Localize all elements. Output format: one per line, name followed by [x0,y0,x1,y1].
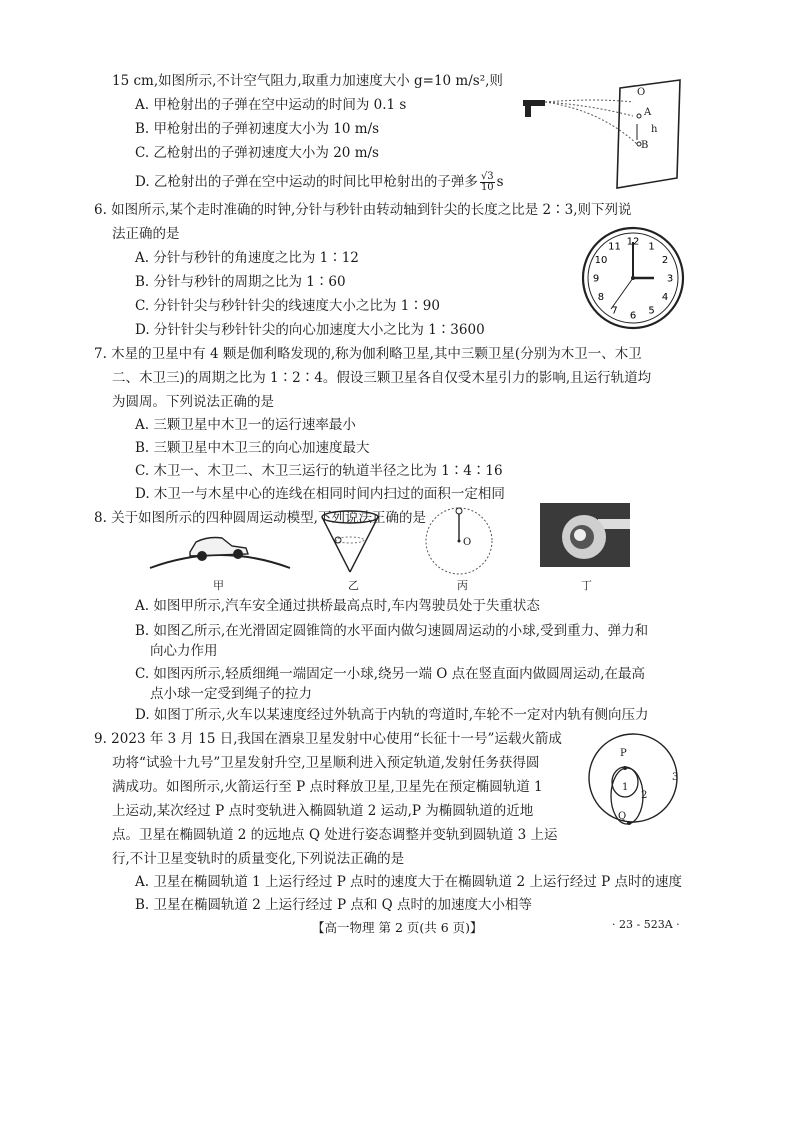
orbit-label-1: 1 [622,782,629,793]
q5-gun-figure [515,80,685,190]
q7-stem-line: 为圆周。下列说法正确的是 [112,394,274,410]
q9-stem-line: 行,不计卫星变轨时的质量变化,下列说法正确的是 [112,851,405,867]
q9-orbit-figure [585,722,681,832]
figure-label-o: O [637,87,646,98]
page-footer-code: · 23 - 523A · [612,918,680,931]
q7-stem-line: 二、木卫三)的周期之比为 1∶2∶4。假设三颗卫星各自仅受木星引力的影响,且运行轨道均 [112,370,652,386]
q5-option-a: A. 甲枪射出的子弹在空中运动的时间为 0.1 s [135,97,407,113]
clock-numeral: 1 [648,241,655,253]
q6-option-b: B. 分针与秒针的周期之比为 1∶60 [135,274,346,290]
q9-option-b: B. 卫星在椭圆轨道 2 上运行经过 P 点和 Q 点时的加速度大小相等 [135,897,532,913]
q8-option-b-cont: 向心力作用 [150,643,218,659]
clock-numeral: 7 [611,305,618,317]
q9-stem-line: 点。卫星在椭圆轨道 2 的远地点 Q 处进行姿态调整并变轨到圆轨道 3 上运 [112,827,558,843]
clock-numeral: 8 [597,292,605,303]
q6-option-a: A. 分针与秒针的角速度之比为 1∶12 [135,250,359,266]
q8-caption: 甲 [213,579,224,592]
q8-option-a: A. 如图甲所示,汽车安全通过拱桥最高点时,车内驾驶员处于失重状态 [135,598,540,614]
clock-numeral: 3 [666,273,674,285]
q9-stem-line: 满成功。如图所示,火箭运行至 P 点时释放卫星,卫星先在预定椭圆轨道 1 [112,779,543,795]
q8-stem-line: 8. 关于如图所示的四种圆周运动模型,下列说法正确的是 [94,510,426,526]
figure-label-o: O [463,537,472,548]
q7-stem-line: 7. 木星的卫星中有 4 颗是伽利略发现的,称为伽利略卫星,其中三颗卫星(分别为木卫一、木卫 [94,346,642,362]
q7-option-c: C. 木卫一、木卫二、木卫三运行的轨道半径之比为 1∶4∶16 [135,463,503,479]
clock-numeral: 9 [592,273,600,285]
q8-rope-circle-figure [424,506,494,576]
clock-numeral: 6 [629,310,637,322]
clock-numeral: 10 [594,255,608,266]
q6-stem-line: 6. 如图所示,某个走时准确的时钟,分针与秒针由转动轴到针尖的长度之比是 2∶3,则下列说 [94,202,632,218]
figure-label-p: P [620,748,627,759]
q5-option-c: C. 乙枪射出的子弹初速度大小为 20 m/s [135,145,379,161]
q8-option-b: B. 如图乙所示,在光滑固定圆锥筒的水平面内做匀速圆周运动的小球,受到重力、弹力和 [135,623,649,639]
q6-stem-line: 法正确的是 [112,226,180,242]
q8-option-c-cont: 点小球一定受到绳子的拉力 [150,686,312,702]
q6-option-d: D. 分针针尖与秒针针尖的向心加速度大小之比为 1∶3600 [135,322,485,338]
clock-numeral: 4 [661,292,669,303]
q8-train-photo-figure [540,503,630,567]
q5-option-b: B. 甲枪射出的子弹初速度大小为 10 m/s [135,121,380,137]
orbit-label-2: 2 [641,790,648,801]
figure-label-b: B [641,140,649,151]
q8-caption: 丙 [457,579,468,592]
orbit-label-3: 3 [672,772,679,783]
clock-numeral: 5 [648,305,655,317]
clock-numeral: 2 [661,255,669,266]
page-footer-title: 【高一物理 第 2 页(共 6 页)】 [312,920,483,935]
q8-option-d: D. 如图丁所示,火车以某速度经过外轨高于内轨的弯道时,车轮不一定对内轨有侧向压力 [135,707,649,723]
q8-car-bridge-figure [150,520,290,570]
q8-cone-figure [320,510,380,574]
q9-option-a: A. 卫星在椭圆轨道 1 上运行经过 P 点时的速度大于在椭圆轨道 2 上运行经过 P 点时的速度 [135,874,683,890]
q5-stem-line: 15 cm,如图所示,不计空气阻力,取重力加速度大小 g=10 m/s²,则 [112,73,503,89]
figure-label-a: A [644,107,652,118]
q7-option-d: D. 木卫一与木星中心的连线在相同时间内扫过的面积一定相同 [135,486,505,502]
q8-caption: 丁 [581,579,592,592]
figure-label-q: Q [618,811,627,822]
clock-numeral: 12 [626,236,640,248]
q5-option-d: D. 乙枪射出的子弹在空中运动的时间比甲枪射出的子弹多 $\frac{√3}{10}$ s [135,171,504,193]
q8-caption: 乙 [348,579,359,592]
q7-option-b: B. 三颗卫星中木卫三的向心加速度最大 [135,440,370,456]
fraction: $\frac{√3}{10}$ [480,171,494,193]
figure-label-h: h [651,124,658,135]
q6-option-c: C. 分针针尖与秒针针尖的线速度大小之比为 1∶90 [135,298,440,314]
clock-numeral: 11 [608,241,621,253]
q7-option-a: A. 三颗卫星中木卫一的运行速率最小 [135,417,356,433]
q9-stem-line: 上运动,某次经过 P 点时变轨进入椭圆轨道 2 运动,P 为椭圆轨道的近地 [112,803,534,819]
q9-stem-line: 功将“试验十九号”卫星发射升空,卫星顺利进入预定轨道,发射任务获得圆 [112,755,540,771]
q6-clock-figure [581,226,685,330]
q9-stem-line: 9. 2023 年 3 月 15 日,我国在酒泉卫星发射中心使用“长征十一号”运载火箭成 [94,731,562,747]
q8-option-c: C. 如图丙所示,轻质细绳一端固定一小球,绕另一端 O 点在竖直面内做圆周运动,在最高 [135,666,645,682]
